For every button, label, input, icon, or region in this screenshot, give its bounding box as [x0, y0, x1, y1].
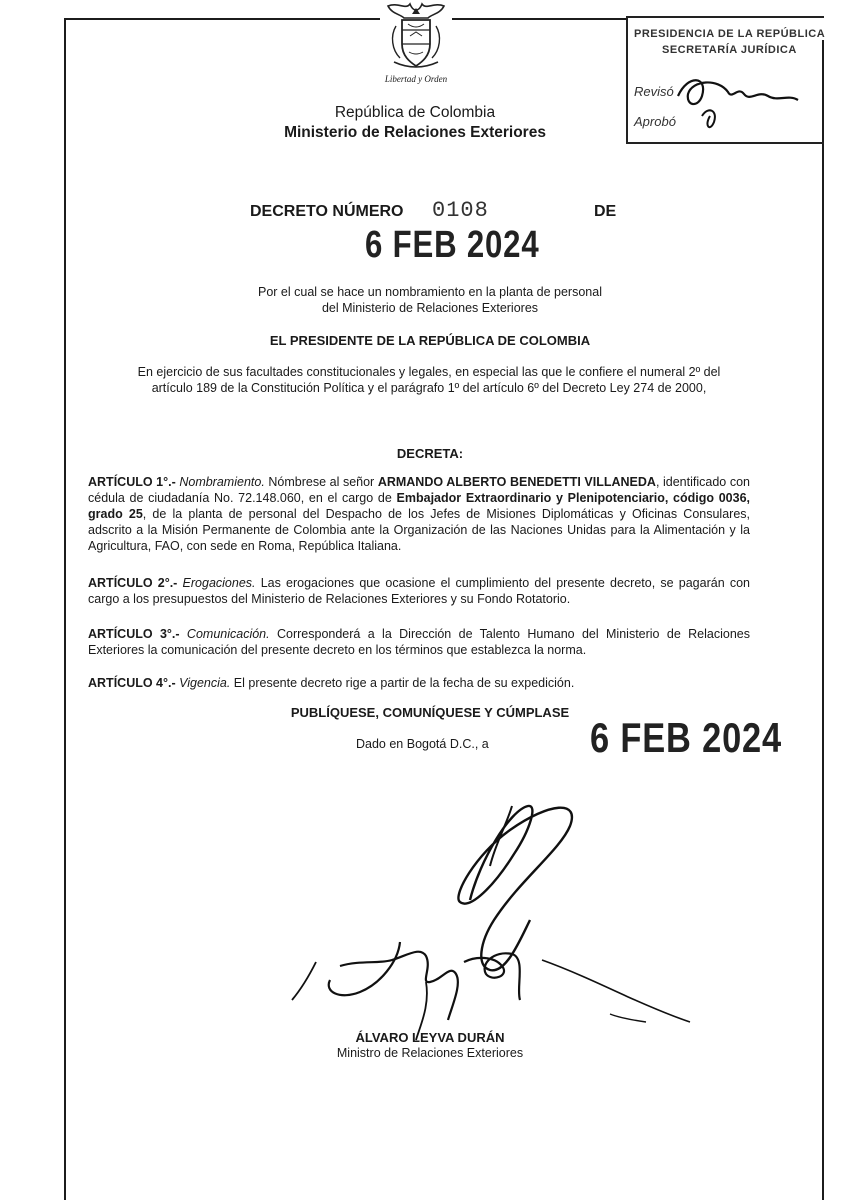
articulo-4-title: Vigencia. [179, 676, 231, 690]
republica-de-colombia: República de Colombia [334, 104, 496, 121]
ministerio-heading: Ministerio de Relaciones Exteriores [284, 124, 546, 141]
stamp-reviso: Revisó [634, 84, 674, 99]
decreto-fecha-stamp: 6 FEB 2024 [365, 224, 540, 266]
page-frame-left [64, 18, 66, 1200]
page-frame-top-right [452, 18, 627, 20]
articulo-1 [88, 474, 750, 554]
articulo-1-text-b: , identificado con cédula de ciudadanía No. 72.148.060, en el cargo de [88, 475, 750, 505]
publiquese-heading: PUBLÍQUESE, COMUNÍQUESE Y CÚMPLASE [290, 705, 570, 720]
articulo-1-label: ARTÍCULO 1°.- [88, 475, 176, 489]
articulo-1-text-a: Nómbrese al señor [264, 475, 378, 489]
facultades-paragraph [96, 364, 762, 396]
articulo-1-title: Nombramiento. [179, 475, 265, 489]
articulo-4 [88, 675, 750, 691]
articulo-1-text-c: , de la planta de personal del Despacho de los Jefes de Misiones Diplomáticas y Oficinas Consulares, adscrito a la Misión Permanente de Colombia ante la Organización de las Naciones Unidas para la Alimentación y la Agricultura, FAO, con sede en Roma, República Italiana. [88, 507, 750, 553]
stamp-line-secretaria: SECRETARÍA JURÍDICA [662, 44, 797, 56]
page-frame-right [822, 40, 824, 1200]
articulo-2-title: Erogaciones. [182, 576, 256, 590]
stamp-initials-signature [658, 66, 818, 138]
articulo-3-title: Comunicación. [186, 627, 270, 641]
expedicion-fecha-stamp: 6 FEB 2024 [590, 714, 782, 761]
decreta-heading: DECRETA: [396, 446, 464, 461]
subject-line-1: Por el cual se hace un nombramiento en la planta de personal [258, 285, 602, 299]
stamp-aprobo: Aprobó [634, 114, 676, 129]
decreto-numero-label: DECRETO NÚMERO [250, 203, 404, 220]
coat-of-arms-icon [380, 0, 452, 72]
page-frame-top [64, 18, 380, 20]
facultades-line-2: artículo 189 de la Constitución Política y el parágrafo 1º del artículo 6º del Decreto Ley 274 de 2000, [151, 381, 707, 395]
articulo-2 [88, 575, 750, 607]
articulo-1-cargo: Embajador Extraordinario y Plenipotenciario, código 0036, grado 25 [88, 491, 750, 521]
decreto-de-label: DE [594, 203, 617, 220]
dado-en-bogota: Dado en Bogotá D.C., a [356, 737, 489, 751]
subject-line-2: del Ministerio de Relaciones Exteriores [321, 301, 539, 315]
articulo-1-nombre: ARMANDO ALBERTO BENEDETTI VILLANEDA [377, 475, 656, 489]
firmante-cargo: Ministro de Relaciones Exteriores [336, 1046, 524, 1060]
minister-signature [280, 770, 700, 1050]
articulo-4-label: ARTÍCULO 4°.- [88, 676, 176, 690]
articulo-3-text: Corresponderá a la Dirección de Talento Humano del Ministerio de Relaciones Exteriores la comunicación del presente decreto en los términos que establezca la norma. [88, 627, 750, 657]
articulo-3 [88, 626, 750, 658]
articulo-2-label: ARTÍCULO 2°.- [88, 576, 178, 590]
facultades-line-1: En ejercicio de sus facultades constitucionales y legales, en especial las que le confiere el numeral 2º del [137, 365, 721, 379]
articulo-4-text: El presente decreto rige a partir de la fecha de su expedición. [230, 676, 575, 690]
firmante-nombre: ÁLVARO LEYVA DURÁN [355, 1030, 505, 1045]
decreto-numero: 0108 [432, 198, 489, 223]
articulo-2-text: Las erogaciones que ocasione el cumplimiento del presente decreto, se pagarán con cargo a los presupuestos del Ministerio de Relaciones Exteriores y su Fondo Rotatorio. [88, 576, 750, 606]
coat-of-arms-motto: Libertad y Orden [384, 74, 448, 84]
presidente-heading: EL PRESIDENTE DE LA REPÚBLICA DE COLOMBIA [269, 333, 591, 348]
stamp-line-presidencia: PRESIDENCIA DE LA REPÚBLICA [634, 28, 826, 40]
articulo-3-label: ARTÍCULO 3°.- [88, 627, 180, 641]
decreto-subject [200, 284, 660, 316]
